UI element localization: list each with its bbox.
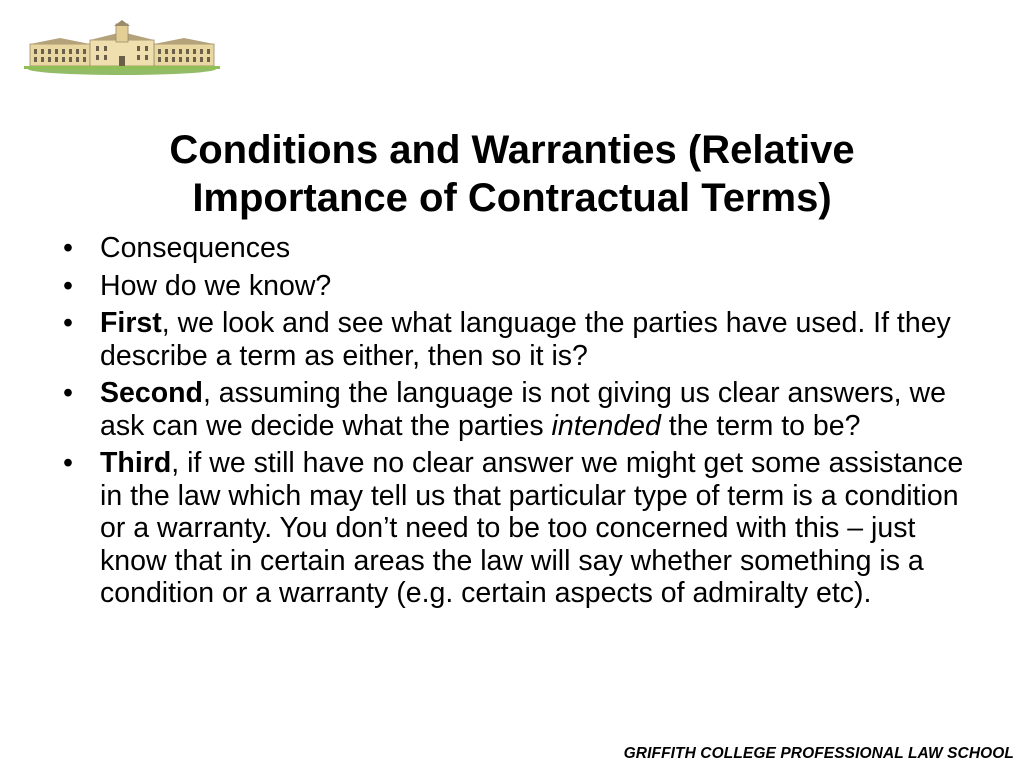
bullet-text: How do we know?	[100, 269, 332, 302]
college-building-icon	[24, 20, 220, 76]
bullet-icon: •	[63, 232, 73, 264]
bullet-text: Consequences	[100, 232, 291, 264]
bullet-lead-word: Second	[100, 377, 203, 409]
bullet-item	[58, 232, 978, 265]
bullet-icon: •	[63, 447, 73, 479]
slide-title-line-1: Conditions and Warranties (Relative	[169, 128, 855, 172]
bullet-text: , we look and see what language the parties have used. If they describe a term as either, then so it is?	[100, 307, 951, 372]
bullet-item	[58, 377, 978, 442]
bullet-emphasis: intended	[551, 409, 661, 442]
slide-title	[60, 126, 964, 222]
bullet-lead-word: Third	[100, 447, 172, 479]
footer-school-name: GRIFFITH COLLEGE PROFESSIONAL LAW SCHOOL	[623, 745, 1014, 762]
bullet-list	[58, 232, 978, 615]
bullet-lead-word: First	[100, 307, 162, 339]
bullet-icon: •	[63, 377, 73, 409]
bullet-item	[58, 270, 978, 303]
bullet-item	[58, 447, 978, 610]
slide-title-line-2: Importance of Contractual Terms)	[192, 176, 832, 220]
bullet-text-tail: the term to be?	[660, 409, 861, 442]
bullet-text: , assuming the language is not giving us clear answers, we ask can we decide what the parties	[100, 377, 946, 442]
bullet-item	[58, 307, 978, 372]
bullet-text: , if we still have no clear answer we might get some assistance in the law which may tell us that particular type of term is a condition or a warranty. You don’t need to be too concerned with this – just know that in certain areas the law will say whether something is a condition or a warranty (e.g. certain aspects of admiralty etc).	[100, 447, 964, 609]
bullet-icon: •	[63, 307, 73, 339]
bullet-icon: •	[63, 269, 73, 302]
